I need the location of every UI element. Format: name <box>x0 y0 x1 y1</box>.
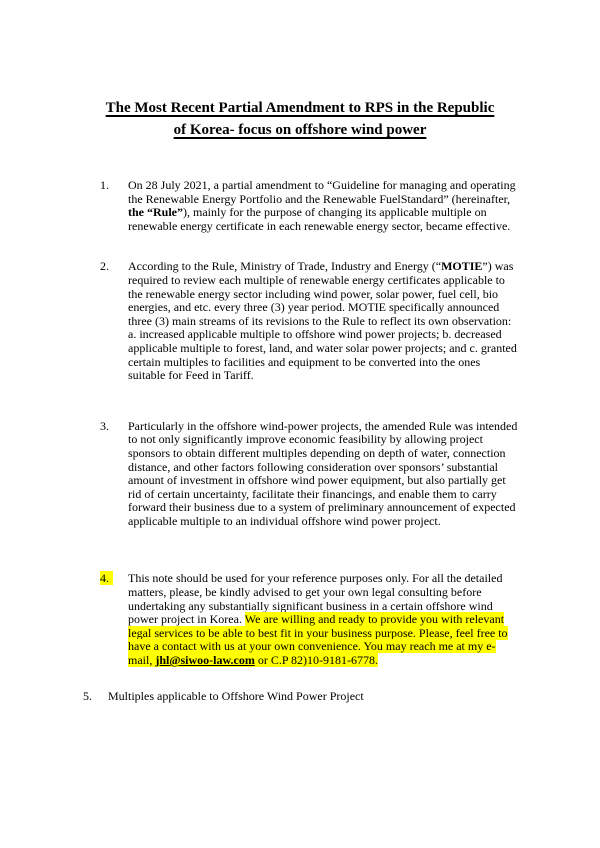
text-segment: According to the Rule, Ministry of Trade, Industry and Energy (“ <box>128 259 442 274</box>
item-number <box>100 420 128 529</box>
title-line-2: of Korea- focus on offshore wind power <box>173 122 427 138</box>
item-text <box>128 179 518 233</box>
list-item-5 <box>83 690 600 704</box>
item-text <box>128 260 518 382</box>
text-segment: or C.P 82)10-9181-6778. <box>254 653 379 668</box>
list-item-2 <box>100 260 600 382</box>
item-text <box>128 572 518 667</box>
title-line-1: The Most Recent Partial Amendment to RPS in the Republic <box>105 100 495 116</box>
item-number-text: 3. <box>100 418 109 433</box>
list-item-3 <box>100 420 600 529</box>
item-number <box>83 690 108 704</box>
item-number-text: 4. <box>100 571 113 585</box>
item-number-text: 1. <box>100 178 109 192</box>
list-item-4 <box>100 572 600 667</box>
text-segment: ”) was required to review each multiple of renewable energy certificates applicable to the renewable energy sector including wind power, solar power, fuel cell, bio energies, and etc. every three (3) year period. MOTIE specifically announced three (3) main streams of its revisions to the Rule to reflect its own observation: a. increased applicable multiple to offshore wind power projects; b. decreased applicable multiple to forest, land, and water solar power projects; and c. granted certain multiples to facilities and equipment to be converted into the ones suitable for Feed in Tariff. <box>128 259 517 383</box>
item-text <box>108 690 515 704</box>
list-item-1 <box>100 179 600 233</box>
text-segment: On 28 July 2021, a partial amendment to “Guideline for managing and operating the Renewable Energy Portfolio and the Renewable FuelStandard” (hereinafter, <box>128 178 516 206</box>
email-link[interactable]: jhl@siwoo-law.com <box>155 653 255 668</box>
document-items <box>0 179 600 703</box>
item-number <box>100 179 128 233</box>
item-text <box>128 420 518 529</box>
text-segment: Particularly in the offshore wind-power projects, the amended Rule was intended to not only significantly improve economic feasibility by allowing project sponsors to obtain different multiples depending on depth of water, connection distance, and other factors following consideration over sponsors’ substantial amount of investment in offshore wind power equipment, but also partially get rid of certain uncertainty, facilitate their financings, and enable them to carry forward their business due to a system of preliminary announcement of expected applicable multiple to an individual offshore wind power project. <box>128 418 518 528</box>
text-segment: the “Rule” <box>128 205 183 220</box>
text-segment: MOTIE <box>441 259 483 274</box>
item-number-text: 5. <box>83 688 92 703</box>
item-number <box>100 572 128 667</box>
text-segment: ), mainly for the purpose of changing its applicable multiple on renewable energy certificate in each renewable energy sector, became effective. <box>128 205 511 233</box>
document-title <box>0 97 600 141</box>
text-segment: This note should be used for your reference purposes only. For all the detailed matters, please, be kindly advised to get your own legal consulting before undertaking any substantially significant business in a certain offshore wind power project in Korea. <box>128 571 503 627</box>
text-segment: Multiples applicable to Offshore Wind Power Project <box>108 688 364 703</box>
item-number-text: 2. <box>100 259 109 274</box>
text-segment: We are willing and ready to provide you with relevant legal services to be able to best fit in your business purpose. Please, feel free to have a contact with us at your own convenience. You may reach me at my e-mail, <box>128 612 508 668</box>
item-number <box>100 260 128 382</box>
